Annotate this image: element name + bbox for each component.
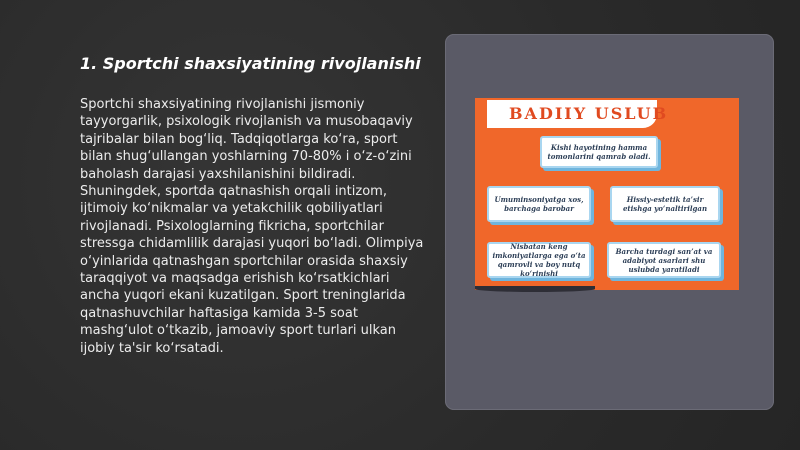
badiiy-uslub-diagram	[475, 98, 739, 290]
slide-body-text: Sportchi shaxsiyatining rivojlanishi jismoniy tayyorgarlik, psixologik rivojlanish va musobaqaviy tajribalar bilan bog‘liq. Tadqiqotlarga ko‘ra, sport bilan shug‘ullangan yoshlarning 70-80% i o‘z-o‘zini baholash darajasi yaxshilanishini bildiradi. Shuningdek, sportda qatnashish orqali intizom, ijtimoiy ko‘nikmalar va yetakchilik qobiliyatlari rivojlanadi. Psixologlarning fikricha, sportchilar stressga chidamlilik darajasi yuqori bo‘ladi. Olimpiya o‘yinlarida qatnashgan sportchilar orasida shaxsiy taraqqiyot va maqsadga erishish ko‘rsatkichlari ancha yuqori ekani kuzatilgan. Sport treninglarida qatnashuvchilar haftasiga kamida 3-5 soat mashg‘ulot o‘tkazib, jamoaviy sport turlari ulkan ijobiy ta'sir ko‘rsatadi.	[80, 97, 424, 356]
diagram-box-1: Kishi hayotining hamma tomonlarini qamrab oladi.	[540, 136, 658, 168]
diagram-shadow	[475, 286, 595, 292]
slide-heading: 1. Sportchi shaxsiyatining rivojlanishi	[80, 54, 421, 73]
diagram-box-2: Umuminsoniyatga xos, barchaga barobar	[487, 186, 591, 222]
diagram-box-4: Nisbatan keng imkoniyatlarga ega o‘ta qamrovli va boy nutq ko‘rinishi	[487, 242, 591, 278]
diagram-box-5: Barcha turdagi san’at va adabiyot asarlari shu uslubda yaratiladi	[607, 242, 721, 278]
diagram-title: BADIIY USLUB	[487, 100, 657, 128]
diagram-box-3: Hissiy-estetik ta’sir etishga yo‘naltirilgan	[610, 186, 720, 222]
